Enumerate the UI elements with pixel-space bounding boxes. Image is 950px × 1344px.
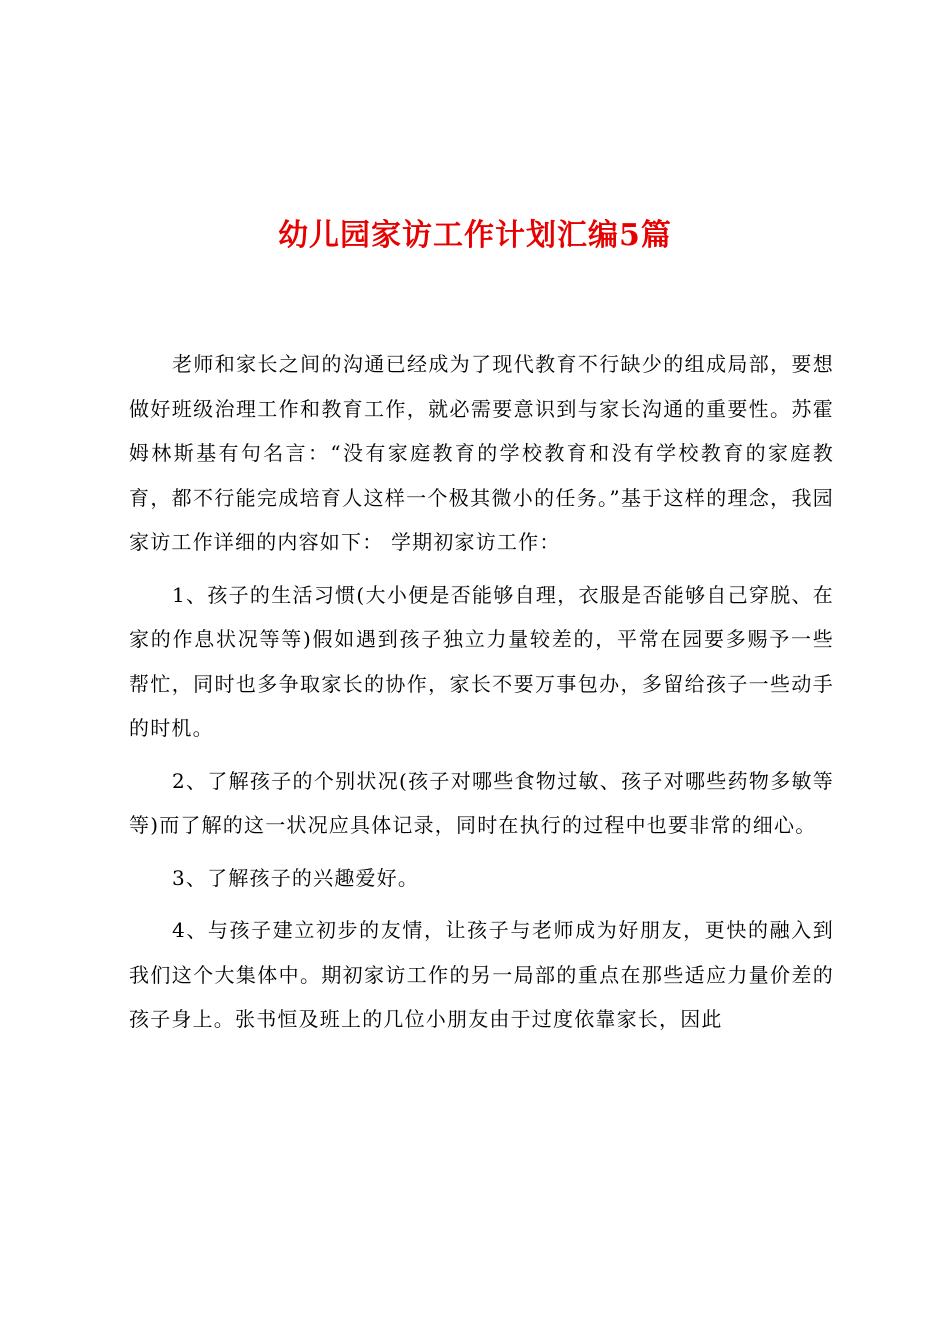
paragraph-item-2: 2、了解孩子的个别状况(孩子对哪些食物过敏、孩子对哪些药物多敏等等)而了解的这一状况应具体记录，同时在执行的过程中也要非常的细心。 — [129, 768, 834, 837]
paragraph-intro: 老师和家长之间的沟通已经成为了现代教育不行缺少的组成局部，要想做好班级治理工作和教育工作，就必需要意识到与家长沟通的重要性。苏霍姆林斯基有句名言：“没有家庭教育的学校教育和没有学校教育的家庭教育，都不行能完成培育人这样一个极其微小的任务。”基于这样的理念，我园家访工作详细的内容如下： 学期初家访工作： — [129, 352, 834, 554]
paragraph-item-3: 3、了解孩子的兴趣爱好。 — [172, 865, 420, 890]
paragraph-item-4: 4、与孩子建立初步的友情，让孩子与老师成为好朋友，更快的融入到我们这个大集体中。期初家访工作的另一局部的重点在那些适应力量价差的孩子身上。张书恒及班上的几位小朋友由于过度依靠家长，因此 — [129, 918, 834, 1031]
document-body — [129, 342, 834, 1042]
document-title: 幼儿园家访工作计划汇编5篇 — [278, 218, 672, 253]
paragraph-item-1: 1、孩子的生活习惯(大小便是否能够自理，衣服是否能够自己穿脱、在家的作息状况等等)假如遇到孩子独立力量较差的，平常在园要多赐予一些帮忙，同时也多争取家长的协作，家长不要万事包办，多留给孩子一些动手的时机。 — [129, 582, 834, 740]
